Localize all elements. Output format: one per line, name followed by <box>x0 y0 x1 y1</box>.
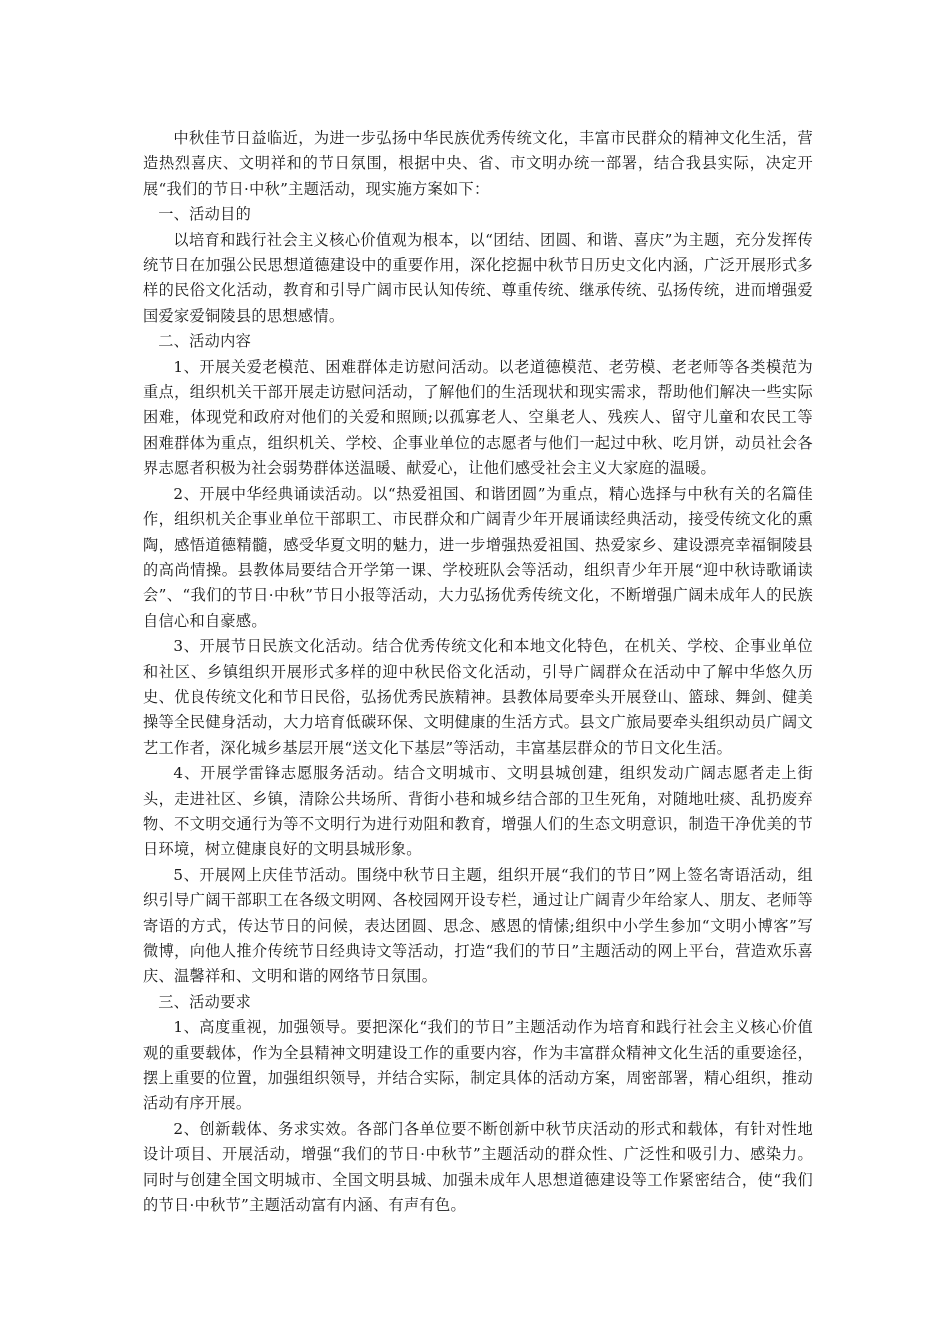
content-item-1: 1、开展关爱老模范、困难群体走访慰问活动。以老道德模范、老劳模、老老师等各类模范为重点，组织机关干部开展走访慰问活动，了解他们的生活现状和现实需求，帮助他们解决一些实际困难，体现党和政府对他们的关爱和照顾;以孤寡老人、空巢老人、残疾人、留守儿童和农民工等困难群体为重点，组织机关、学校、企事业单位的志愿者与他们一起过中秋、吃月饼，动员社会各界志愿者积极为社会弱势群体送温暖、献爱心，让他们感受社会主义大家庭的温暖。 <box>143 357 813 478</box>
content-item-2: 2、开展中华经典诵读活动。以“热爱祖国、和谐团圆”为重点，精心选择与中秋有关的名篇佳作，组织机关企事业单位干部职工、市民群众和广阔青少年开展诵读经典活动，接受传统文化的熏陶，感悟道德精髓，感受华夏文明的魅力，进一步增强热爱祖国、热爱家乡、建设漂亮幸福铜陵县的高尚情操。县教体局要结合开学第一课、学校班队会等活动，组织青少年开展“迎中秋诗歌诵读会”、“我们的节日·中秋”节日小报等活动，大力弘扬优秀传统文化，不断增强广阔未成年人的民族自信心和自豪感。 <box>143 484 813 630</box>
requirement-item-1: 1、高度重视，加强领导。要把深化“我们的节日”主题活动作为培育和践行社会主义核心价值观的重要载体，作为全县精神文明建设工作的重要内容，作为丰富群众精神文化生活的重要途径，摆上重要的位置，加强组织领导，并结合实际，制定具体的活动方案，周密部署，精心组织，推动活动有序开展。 <box>143 1018 813 1113</box>
content-item-3: 3、开展节日民族文化活动。结合优秀传统文化和本地文化特色，在机关、学校、企事业单位和社区、乡镇组织开展形式多样的迎中秋民俗文化活动，引导广阔群众在活动中了解中华悠久历史、优良传统文化和节日民俗，弘扬优秀民族精神。县教体局要牵头开展登山、篮球、舞剑、健美操等全民健身活动，大力培育低碳环保、文明健康的生活方式。县文广旅局要牵头组织动员广阔文艺工作者，深化城乡基层开展“送文化下基层”等活动，丰富基层群众的节日文化生活。 <box>143 637 813 757</box>
content-item-5: 5、开展网上庆佳节活动。围绕中秋节日主题，组织开展“我们的节日”网上签名寄语活动，组织引导广阔干部职工在各级文明网、各校园网开设专栏，通过让广阔青少年给家人、朋友、老师等寄语的方式，传达节日的问候，表达团圆、思念、感恩的情愫;组织中小学生参加“文明小博客”写微博，向他人推介传统节日经典诗文等活动，打造“我们的节日”主题活动的网上平台，营造欢乐喜庆、温馨祥和、文明和谐的网络节日氛围。 <box>143 865 813 986</box>
purpose-paragraph: 以培育和践行社会主义核心价值观为根本，以“团结、团圆、和谐、喜庆”为主题，充分发挥传统节日在加强公民思想道德建设中的重要作用，深化挖掘中秋节日历史文化内涵，广泛开展形式多样的民俗文化活动，教育和引导广阔市民认知传统、尊重传统、继承传统、弘扬传统，进而增强爱国爱家爱铜陵县的思想感情。 <box>143 230 813 325</box>
requirement-item-2: 2、创新载体、务求实效。各部门各单位要不断创新中秋节庆活动的形式和载体，有针对性地设计项目、开展活动，增强“我们的节日·中秋节”主题活动的群众性、广泛性和吸引力、感染力。同时与创建全国文明城市、全国文明县城、加强未成年人思想道德建设等工作紧密结合，使“我们的节日·中秋节”主题活动富有内涵、有声有色。 <box>143 1119 813 1215</box>
section-heading-requirements: 三、活动要求 <box>158 992 252 1011</box>
document-body <box>143 126 813 1218</box>
section-heading-content: 二、活动内容 <box>158 332 252 351</box>
content-item-4: 4、开展学雷锋志愿服务活动。结合文明城市、文明县城创建，组织发动广阔志愿者走上街头，走进社区、乡镇，清除公共场所、背街小巷和城乡结合部的卫生死角，对随地吐痰、乱扔废弃物、不文明交通行为等不文明行为进行劝阻和教育，增强人们的生态文明意识，制造干净优美的节日环境，树立健康良好的文明县城形象。 <box>143 764 813 859</box>
intro-paragraph: 中秋佳节日益临近，为进一步弘扬中华民族优秀传统文化，丰富市民群众的精神文化生活，营造热烈喜庆、文明祥和的节日氛围，根据中央、省、市文明办统一部署，结合我县实际，决定开展“我们的节日·中秋”主题活动，现实施方案如下： <box>143 129 813 198</box>
section-heading-purpose: 一、活动目的 <box>158 205 252 224</box>
